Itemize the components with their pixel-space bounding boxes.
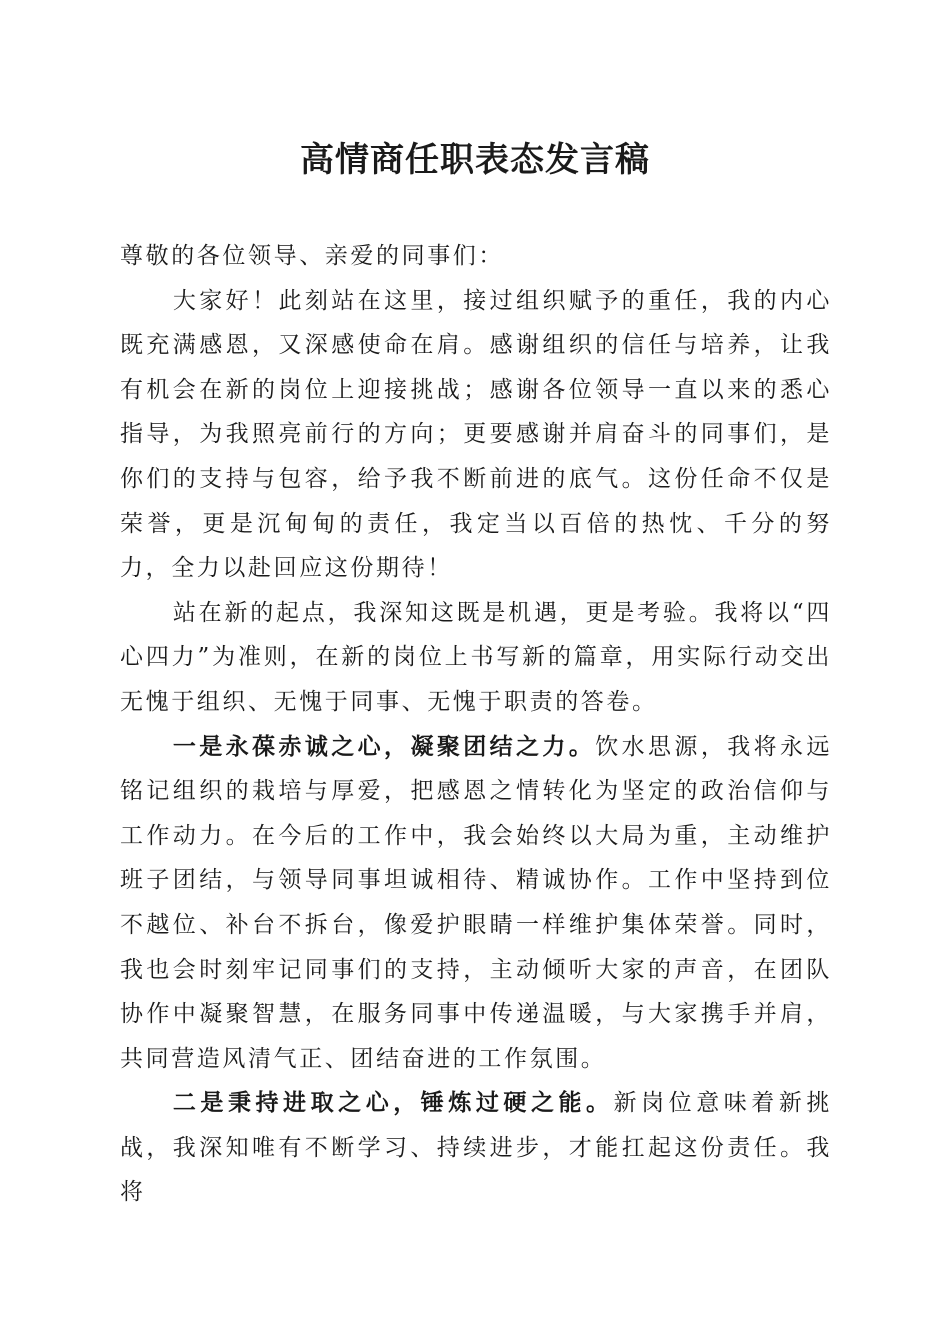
paragraph-new-start xyxy=(120,591,832,725)
paragraph-lead: 一是永葆赤诚之心，凝聚团结之力。 xyxy=(172,732,596,760)
paragraph-greeting xyxy=(120,279,832,591)
paragraph-point-one xyxy=(120,725,832,1082)
salutation: 尊敬的各位领导、亲爱的同事们： xyxy=(120,243,504,269)
document-body xyxy=(120,234,832,1215)
paragraph-point-two xyxy=(120,1081,832,1215)
paragraph-text: 新岗位意味着新挑战，我深知唯有不断学习、持续进步，才能扛起这份责任。我将 xyxy=(120,1090,832,1206)
paragraph-lead: 二是秉持进取之心，锤炼过硬之能。 xyxy=(172,1089,614,1117)
document-title: 高情商任职表态发言稿 xyxy=(300,140,650,180)
paragraph-text: 大家好！此刻站在这里，接过组织赋予的重任，我的内心既充满感恩，又深感使命在肩。感谢组织的信任与培养，让我有机会在新的岗位上迎接挑战；感谢各位领导一直以来的悉心指导，为我照亮前行的方向；更要感谢并肩奋斗的同事们，是你们的支持与包容，给予我不断前进的底气。这份任命不仅是荣誉，更是沉甸甸的责任，我定当以百倍的热忱、千分的努力，全力以赴回应这份期待！ xyxy=(120,287,832,582)
paragraph-text: 站在新的起点，我深知这既是机遇，更是考验。我将以“四心四力”为准则，在新的岗位上书写新的篇章，用实际行动交出无愧于组织、无愧于同事、无愧于职责的答卷。 xyxy=(120,599,832,715)
paragraph-text: 饮水思源，我将永远铭记组织的栽培与厚爱，把感恩之情转化为坚定的政治信仰与工作动力。在今后的工作中，我会始终以大局为重，主动维护班子团结，与领导同事坦诚相待、精诚协作。工作中坚持到位不越位、补台不拆台，像爱护眼睛一样维护集体荣誉。同时，我也会时刻牢记同事们的支持，主动倾听大家的声音，在团队协作中凝聚智慧，在服务同事中传递温暖，与大家携手并肩，共同营造风清气正、团结奋进的工作氛围。 xyxy=(120,733,832,1072)
